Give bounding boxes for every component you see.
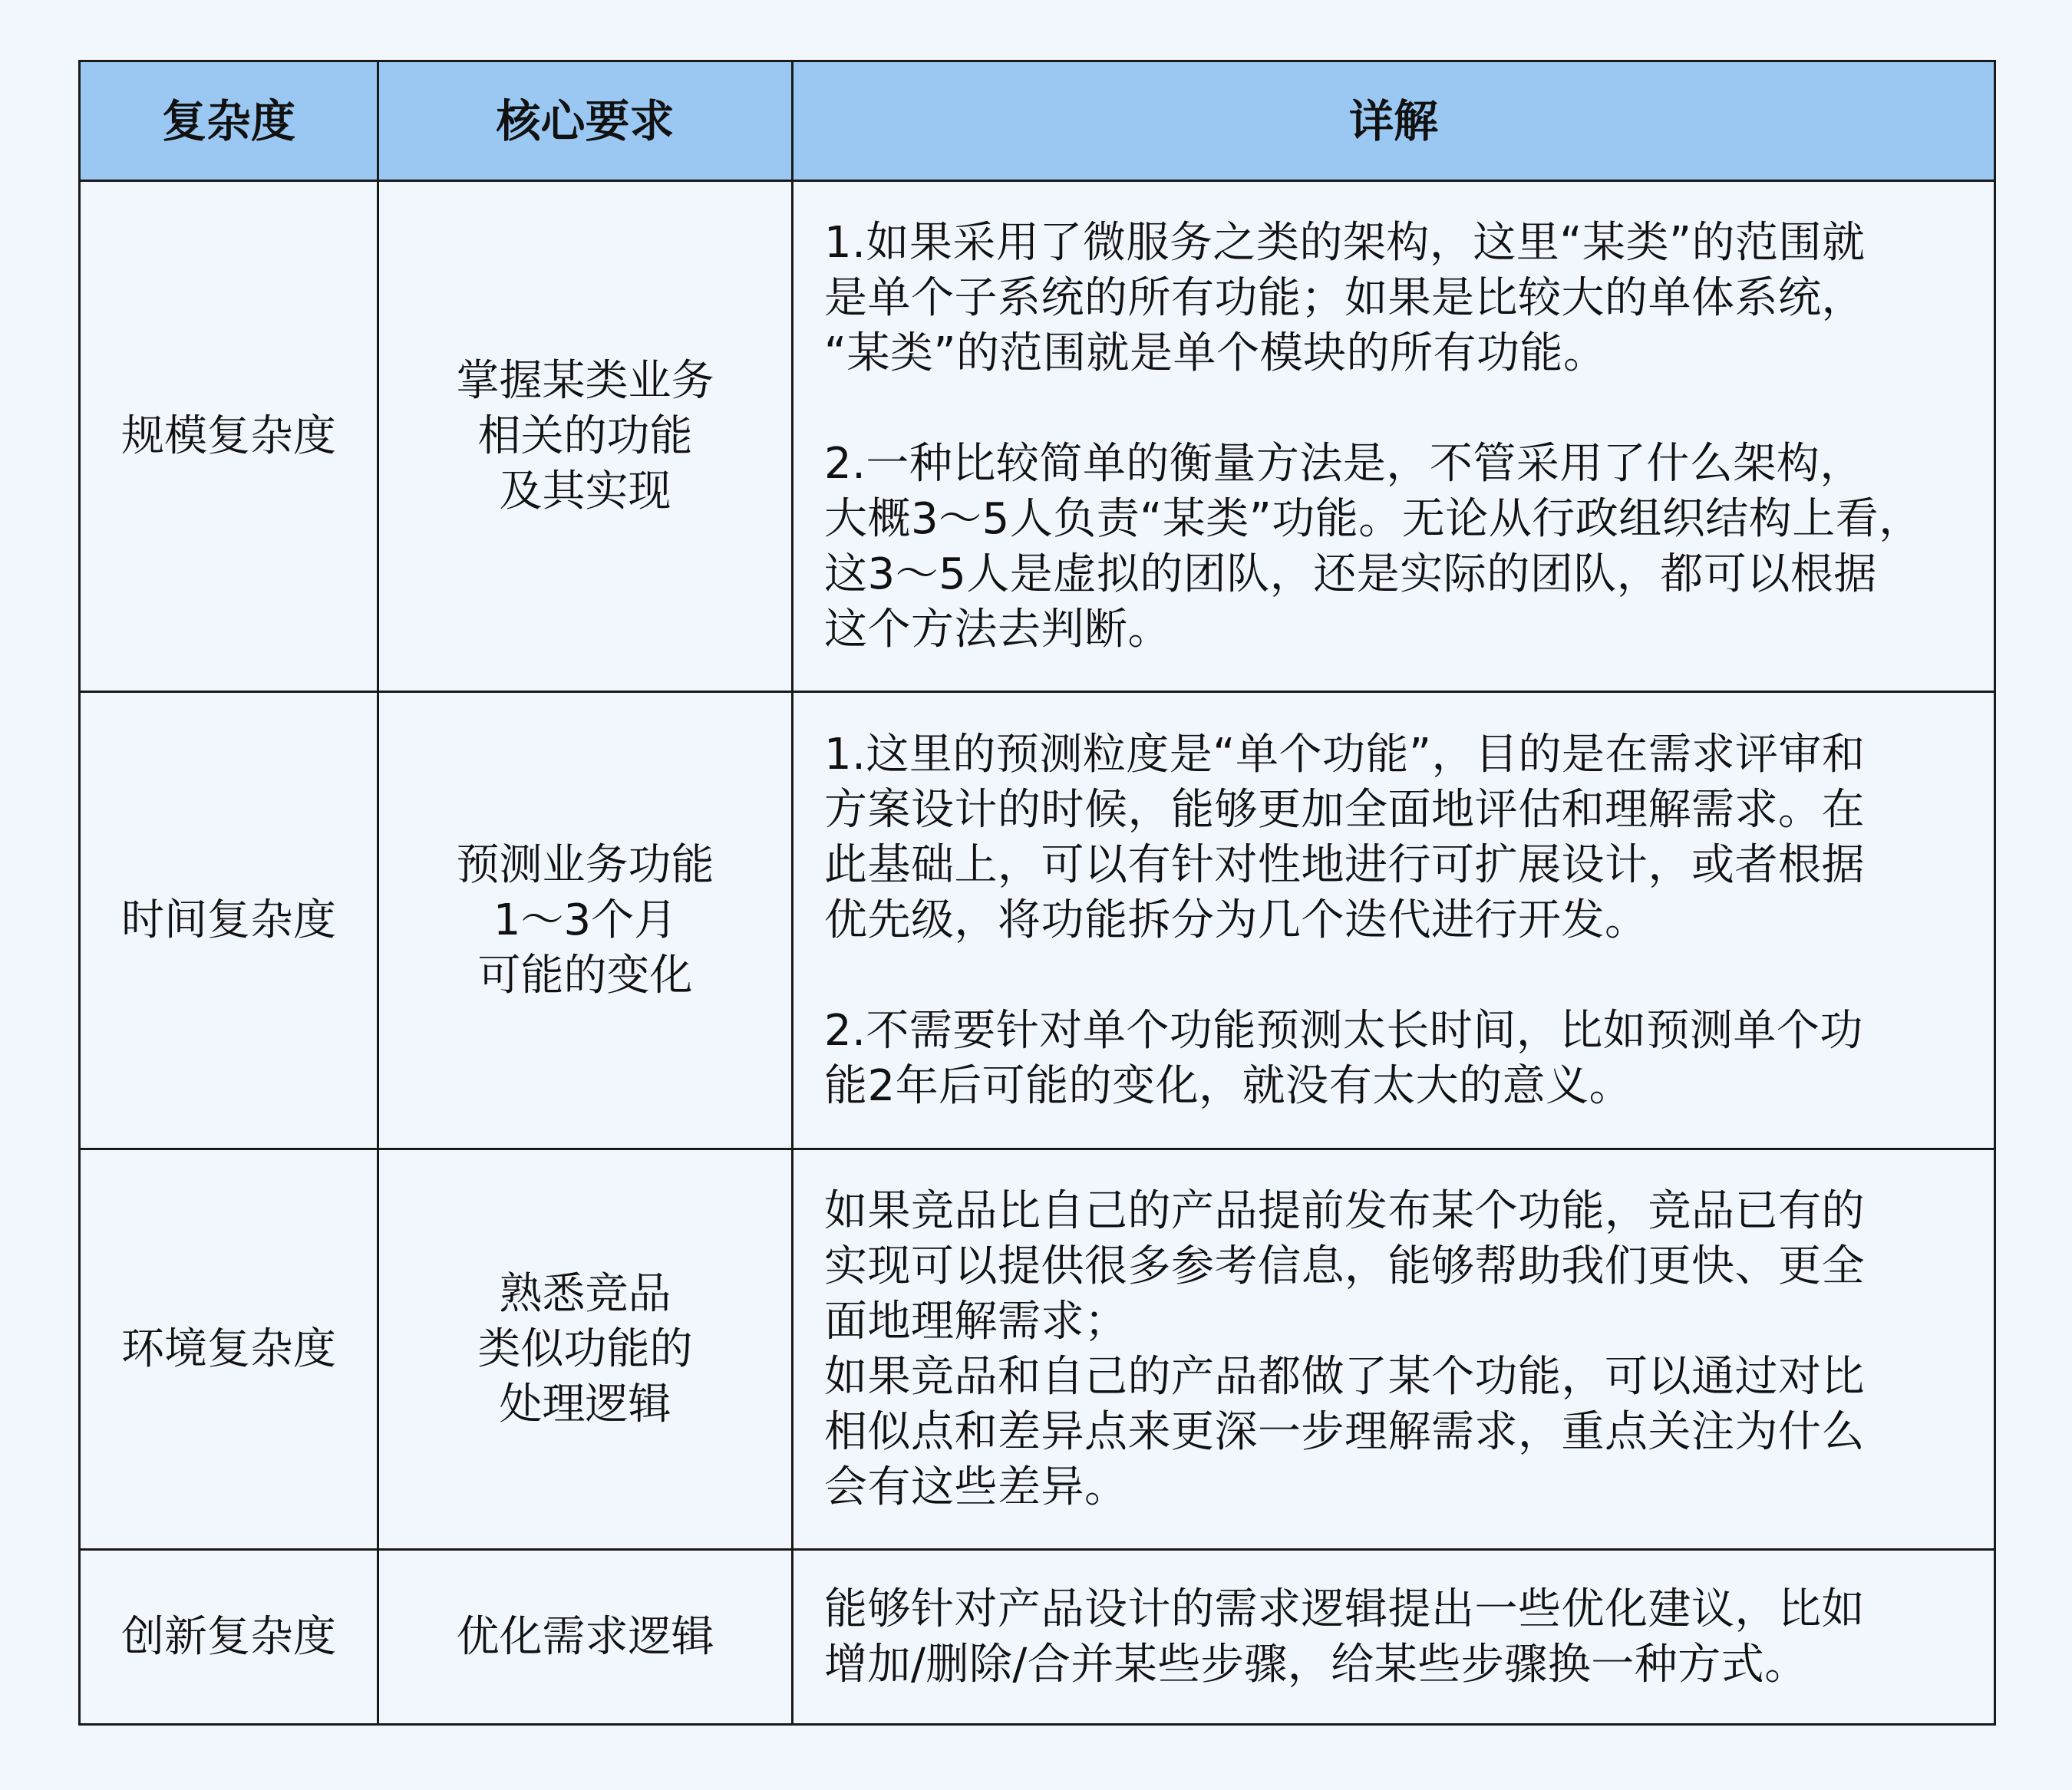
detail-paragraph: 2.不需要针对单个功能预测太长时间，比如预测单个功 能2年后可能的变化，就没有太大的意义。 xyxy=(824,1005,1863,1111)
core-line: 优化需求逻辑 xyxy=(456,1611,714,1662)
table-row xyxy=(80,1149,1995,1550)
core-line: 掌握某类业务 xyxy=(456,355,714,406)
row-core-cell xyxy=(378,181,793,692)
paragraph-gap xyxy=(824,948,1986,1004)
detail-paragraph: 如果竞品比自己的产品提前发布某个功能，竞品已有的 实现可以提供很多参考信息，能够帮助我们更快、更全 面地理解需求； 如果竞品和自己的产品都做了某个功能，可以通过对比 相似点和差异点来更深一步理解需求，重点关注为什么 会有这些差异。 xyxy=(824,1185,1865,1512)
row-name-cell: 环境复杂度 xyxy=(80,1149,378,1550)
row-core-cell xyxy=(378,1550,793,1725)
row-name-cell: 规模复杂度 xyxy=(80,181,378,692)
table-row xyxy=(80,181,1995,692)
core-line: 处理逻辑 xyxy=(499,1379,671,1429)
core-line: 及其实现 xyxy=(499,466,671,516)
row-name-cell: 创新复杂度 xyxy=(80,1550,378,1725)
row-detail-cell xyxy=(793,692,1995,1149)
row-detail-cell xyxy=(793,1149,1995,1550)
detail-paragraph: 1.这里的预测粒度是“单个功能”，目的是在需求评审和 方案设计的时候，能够更加全面地评估和理解需求。在 此基础上，可以有针对性地进行可扩展设计，或者根据 优先级，将功能拆分为几个迭代进行开发。 xyxy=(824,729,1866,945)
table-row xyxy=(80,1550,1995,1725)
header-core-requirement: 核心要求 xyxy=(378,61,793,181)
table-row xyxy=(80,692,1995,1149)
row-core-cell xyxy=(378,1149,793,1550)
complexity-table xyxy=(78,60,1996,1726)
detail-paragraph: 1.如果采用了微服务之类的架构，这里“某类”的范围就 是单个子系统的所有功能；如果是比较大的单体系统， “某类”的范围就是单个模块的所有功能。 xyxy=(824,217,1866,378)
core-line: 类似功能的 xyxy=(477,1324,693,1374)
core-line: 相关的功能 xyxy=(477,410,693,461)
row-name-cell: 时间复杂度 xyxy=(80,692,378,1149)
header-detail: 详解 xyxy=(793,61,1995,181)
paragraph-gap xyxy=(824,381,1986,437)
core-line: 熟悉竞品 xyxy=(499,1268,671,1319)
row-detail-cell xyxy=(793,1550,1995,1725)
detail-paragraph: 能够针对产品设计的需求逻辑提出一些优化建议，比如 增加/删除/合并某些步骤，给某些步骤换一种方式。 xyxy=(824,1584,1865,1689)
core-line: 1～3个月 xyxy=(493,895,678,945)
detail-paragraph: 2.一种比较简单的衡量方法是，不管采用了什么架构， 大概3～5人负责“某类”功能。无论从行政组织结构上看， 这3～5人是虚拟的团队，还是实际的团队，都可以根据 这个方法去判断。 xyxy=(824,438,1922,654)
row-detail-cell xyxy=(793,181,1995,692)
table-header-row xyxy=(80,61,1995,181)
core-line: 可能的变化 xyxy=(477,950,693,1000)
core-line: 预测业务功能 xyxy=(456,839,714,890)
row-core-cell xyxy=(378,692,793,1149)
header-complexity: 复杂度 xyxy=(80,61,378,181)
